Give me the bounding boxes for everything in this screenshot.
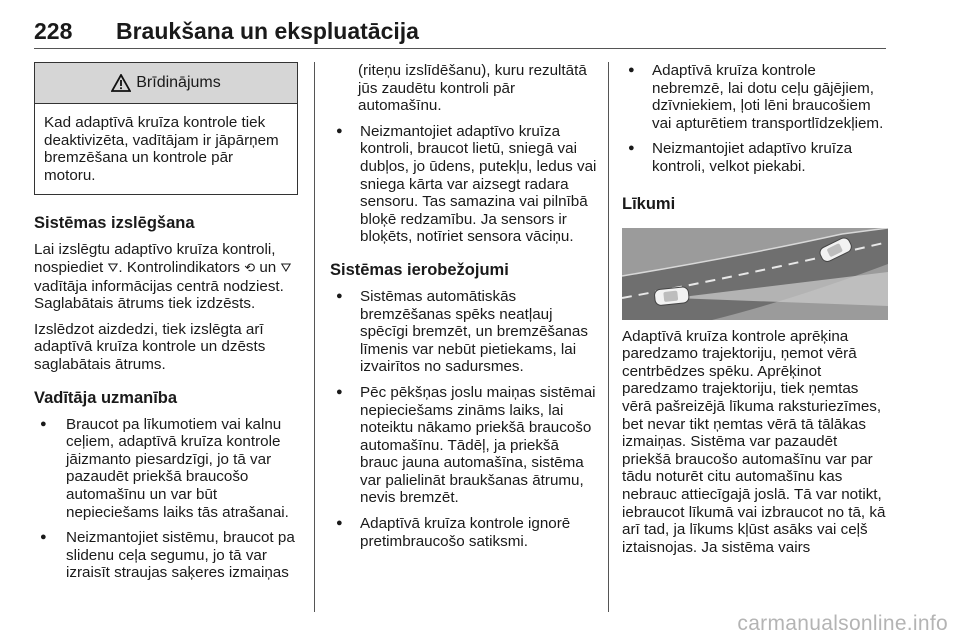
warning-text: Kad adaptīvā kruīza kontrole tiek deaktivizēta, vadītājam ir jāpārņem bremzēšana un kontrole pār motoru. (44, 114, 279, 184)
list-item: ● Neizmantojiet adaptīvo kruīza kontroli, braucot lietū, sniegā vai dubļos, jo ūdens, putekļu, ledus vai sniega kārta var aizsegt radara sensoru. Tas samazina vai pilnībā bloķē redzamību. Ja sensors ir bloķēts, notīriet sensora vāciņu. (330, 123, 598, 246)
watermark: carmanualsonline.info (737, 612, 948, 635)
column-3 (622, 62, 888, 564)
paragraph-system-off (34, 241, 300, 312)
list-item: ● Neizmantojiet sistēmu, braucot pa slidenu ceļa segumu, jo tā var izraisīt straujas saķeres izmaiņas (34, 529, 300, 582)
section-title-system-off: Sistēmas izslēgšana (34, 214, 195, 233)
text-fragment: . Kontrolindikators (118, 258, 240, 276)
paragraph-ignition-off: Izslēdzot aizdedzi, tiek izslēgta arī adaptīvā kruīza kontrole un dzēsts saglabātais ātrums. (34, 320, 266, 373)
continued-text: (riteņu izslīdēšanu), kuru rezultātā jūs zaudētu kontroli pār automašīnu. (358, 62, 587, 115)
page-number: 228 (34, 18, 73, 44)
header-divider (34, 48, 886, 49)
list-item: ● Pēc pēkšņas joslu maiņas sistēmai nepieciešams zināms laiks, lai noteiktu nākamo priekšā braucošo automašīnu. Tādēļ, ja priekšā brauc jauna automašīna, sistēma var palielināt braukšanas ātrumu, nevis bremzēt. (330, 384, 598, 507)
text-fragment: un (259, 258, 277, 276)
warning-header (35, 63, 297, 104)
column-2 (330, 62, 598, 558)
warning-title: Brīdinājums (136, 74, 221, 92)
cruise-off-button-icon: ⛛ (107, 260, 119, 276)
text-fragment: Lai izslēgtu adaptīvo kruīza kontroli, nospiediet (34, 241, 276, 276)
cruise-indicator-icon: ⟲ (244, 260, 256, 276)
limitations-list-continued (622, 62, 888, 176)
text-fragment: vadītāja informācijas centrā nodziest. Saglabātais ātrums tiek izdzēsts. (34, 277, 284, 313)
column-divider (608, 62, 609, 612)
page-header (34, 14, 886, 50)
section-title-driver-attention: Vadītāja uzmanība (34, 388, 178, 407)
warning-triangle-icon (111, 74, 131, 92)
limitations-list (330, 288, 598, 550)
warning-box (34, 62, 298, 195)
column-1 (34, 62, 300, 590)
list-item: ● Adaptīvā kruīza kontrole ignorē pretimbraucošo satiksmi. (330, 515, 598, 550)
list-item: ● Adaptīvā kruīza kontrole nebremzē, lai dotu ceļu gājējiem, dzīvniekiem, ļoti lēni braucošiem vai apturētiem transportlīdzekļiem. (622, 62, 888, 132)
section-title-limitations: Sistēmas ierobežojumi (330, 260, 509, 279)
list-item: ● Sistēmas automātiskās bremzēšanas spēks neatļauj spēcīgi bremzēt, un bremzēšanas līmenis var nebūt pietiekams, lai izvairītos no sadursmes. (330, 288, 598, 376)
list-item: ● Neizmantojiet adaptīvo kruīza kontroli, velkot piekabi. (622, 140, 888, 175)
cruise-off-indicator-icon: ⛛ (280, 260, 292, 276)
driver-attention-list (34, 416, 300, 582)
list-item: ● Braucot pa līkumotiem vai kalnu ceļiem, adaptīvā kruīza kontrole jāizmanto piesardzīgi, jo tā var pazaudēt priekšā braucošo automašīnu un var būt nepieciešams laiks tās atrašanai. (34, 416, 300, 522)
column-divider (314, 62, 315, 612)
page-title: Braukšana un ekspluatācija (116, 18, 419, 44)
paragraph-curves: Adaptīvā kruīza kontrole aprēķina paredzamo trajektoriju, ņemot vērā centrbēdzes spēku. Aprēķinot paredzamo trajektoriju, tiek ņemtas vērā pašreizējā līkuma raksturiezīmes, bet nevar tikt ņemtas vērā tā tālākas izmaiņas. Sistēma var pazaudēt priekšā braucošo automašīnu var par tādu noturēt citu automašīnu kas nebrauc attiecīgajā joslā. Tā var notikt, iebraucot līkumā vai izbraucot no tā, kā arī tad, ja līkums kļūst asāks vai ceļš iztaisnojas. Ja sistēma vairs (622, 327, 886, 556)
section-title-curves: Līkumi (622, 194, 676, 213)
caution-list (330, 123, 598, 246)
curve-illustration (622, 228, 888, 320)
